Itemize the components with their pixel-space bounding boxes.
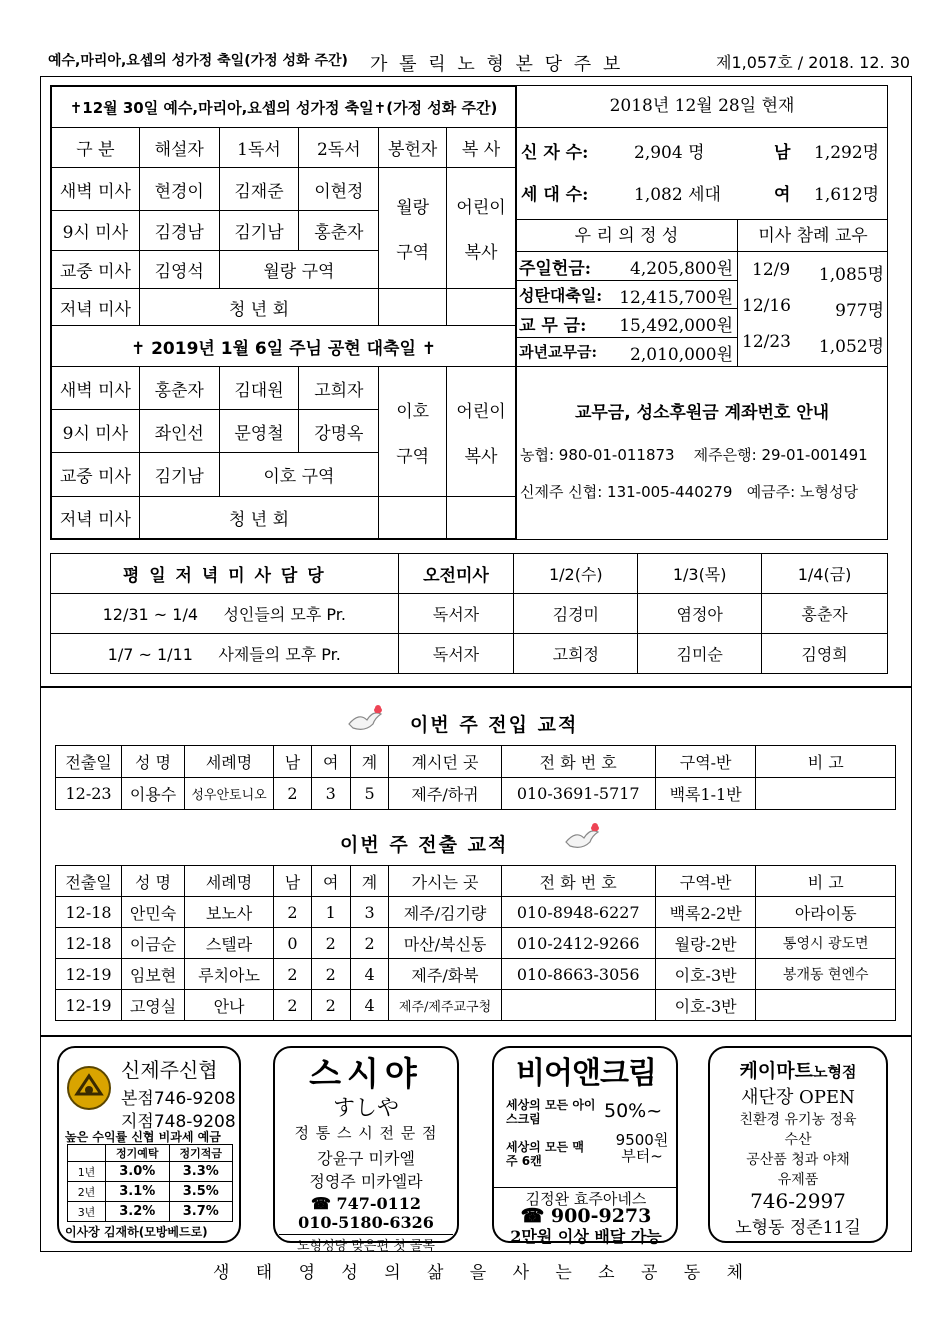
table-row [56, 778, 896, 810]
offering-value: 12,415,700원 [619, 288, 733, 308]
col-header: 전출일 [56, 746, 122, 778]
group: 청 년 회 [139, 289, 378, 326]
table-cell: 010-3691-5717 [501, 778, 655, 810]
offering-label: 교 무 금: [519, 316, 587, 336]
moveout-title: 이번 주 전출 교적 [340, 834, 509, 856]
col-header: 계시던 곳 [389, 746, 501, 778]
attendance-box [738, 220, 888, 367]
col-header: 전출일 [56, 866, 122, 897]
rate-term: 1년 [68, 1162, 106, 1182]
table-cell: 2 [274, 897, 312, 928]
commentator: 김기남 [139, 453, 219, 497]
col-header: 전 화 번 호 [501, 746, 655, 778]
rate: 3.0% [106, 1162, 170, 1182]
table-cell: 12-19 [56, 990, 122, 1021]
table-cell: 5 [350, 778, 389, 810]
table-cell: 2 [274, 778, 312, 810]
stats-date: 2018년 12월 28일 현재 [516, 86, 888, 128]
table-row [56, 990, 896, 1021]
footer-char: 는 [555, 1263, 572, 1283]
table-cell: 2 [350, 928, 389, 959]
offerings-title: 우 리 의 정 성 [516, 220, 737, 252]
footer-char: 삶 [426, 1263, 444, 1283]
credit-union-main: 본점746-9208 [121, 1089, 236, 1109]
col-header: 구역-반 [655, 866, 756, 897]
table-cell: 이용수 [122, 778, 185, 810]
footer-char: 소 [598, 1263, 615, 1283]
account-title: 교무금, 성소후원금 계좌번호 안내 [574, 403, 830, 423]
commentator: 김영석 [139, 251, 219, 289]
table-cell: 12-18 [56, 928, 122, 959]
offertory [379, 367, 447, 497]
col-header: 구 분 [52, 128, 140, 168]
commentator: 홍춘자 [139, 367, 219, 410]
issue-number: 제1,057호 / 2018. 12. 30 [716, 53, 911, 72]
movein-header-row [56, 746, 896, 778]
table-cell: 3 [350, 897, 389, 928]
table-row [56, 959, 896, 990]
attendance-row [738, 328, 888, 366]
rate: 3.5% [169, 1182, 233, 1202]
reader-label: 독서자 [398, 634, 514, 674]
reader1: 김재준 [219, 168, 299, 211]
offertory-line: 이호 [396, 401, 430, 422]
offering-row [516, 252, 737, 280]
male-label: 남 [774, 143, 791, 163]
col-header: 세례명 [184, 866, 273, 897]
table-cell: 2 [274, 990, 312, 1021]
ad-sushi [273, 1046, 459, 1254]
table-cell: 보노사 [184, 897, 273, 928]
reader-name: 김미순 [638, 634, 762, 674]
weekday-row [51, 634, 399, 674]
footer-motto [213, 1258, 743, 1283]
reader-name: 고희정 [514, 634, 638, 674]
sushi-name: 스시야 [309, 1054, 423, 1093]
col-header: 구역-반 [655, 746, 756, 778]
kmart-open: 새단장 OPEN [741, 1087, 855, 1108]
households-count: 1,082 세대 [634, 185, 721, 205]
attendance-row [738, 290, 888, 328]
table-row [56, 897, 896, 928]
intent: 성인들의 모후 Pr. [223, 605, 346, 624]
table-row [56, 928, 896, 959]
table-cell: 010-8948-6227 [501, 897, 655, 928]
table-cell [756, 990, 896, 1021]
table-cell: 1 [311, 897, 350, 928]
group: 청 년 회 [139, 497, 378, 539]
table-cell: 통영시 광도면 [756, 928, 896, 959]
footer-char: 사 [512, 1263, 530, 1283]
mass-schedule-table [51, 86, 516, 539]
table-cell: 12-23 [56, 778, 122, 810]
mass-name: 새벽 미사 [52, 367, 140, 410]
morning-title: 오전미사 [398, 554, 514, 594]
mass-name: 교중 미사 [52, 251, 140, 289]
table-cell: 아라이동 [756, 897, 896, 928]
table-cell: 2 [311, 959, 350, 990]
col-header: 비 고 [756, 866, 896, 897]
reader-name: 염정아 [638, 594, 762, 634]
period: 12/31 ~ 1/4 [102, 605, 199, 624]
offering-label: 주일헌금: [519, 259, 591, 279]
schedule1-title: ✝12월 30일 예수,마리아,요셉의 성가정 축일✝(가정 성화 주간) [52, 87, 516, 128]
rate-col: 정기예탁 [106, 1145, 170, 1162]
dove-icon [562, 822, 602, 852]
day-header: 1/3(목) [638, 554, 762, 594]
table-cell: 제주/김기량 [389, 897, 501, 928]
col-header: 성 명 [122, 866, 185, 897]
sushi-mobile: 010-5180-6326 [298, 1213, 434, 1232]
credit-union-ceo: 이사장 김재하(모방베드로) [65, 1225, 208, 1239]
reader1: 문영철 [219, 410, 299, 453]
schedule-section [50, 85, 888, 540]
attendance-count: 977명 [835, 301, 884, 321]
credit-union-name: 신제주신협 [121, 1058, 218, 1082]
footer-char: 태 [255, 1263, 273, 1283]
altar-line: 복사 [464, 446, 498, 467]
attendance-count: 1,052명 [818, 337, 884, 357]
col-header: 1독서 [219, 128, 299, 168]
moveout-header-row [56, 866, 896, 897]
rate-table [67, 1144, 233, 1222]
offering-row [516, 280, 737, 308]
attendance-date: 12/16 [742, 296, 791, 316]
day-header: 1/4(금) [762, 554, 888, 594]
movein-table [55, 745, 896, 810]
attendance-title: 미사 참례 교우 [738, 220, 888, 252]
offertory [379, 168, 447, 289]
mass-name: 새벽 미사 [52, 168, 140, 211]
table-cell: 이금순 [122, 928, 185, 959]
table-cell: 이호-3반 [655, 990, 756, 1021]
beer-item1: 세상의 모든 아이스크림 [506, 1098, 596, 1126]
col-header: 여 [311, 866, 350, 897]
kmart-line: 친환경 유기농 정육 [739, 1112, 857, 1128]
district: 월랑 구역 [219, 251, 379, 289]
believers-count: 2,904 명 [634, 143, 705, 163]
reader2: 강명옥 [299, 410, 379, 453]
weekday-table [50, 553, 888, 674]
mass-name: 저녁 미사 [52, 289, 140, 326]
col-header: 계 [350, 866, 389, 897]
attendance-row [738, 252, 888, 290]
col-header: 비 고 [756, 746, 896, 778]
kmart-name: 케이마트 [739, 1060, 813, 1082]
reader1: 김기남 [219, 211, 299, 251]
altar-line: 복사 [464, 243, 498, 263]
rate-term: 2년 [68, 1182, 106, 1202]
footer-char: 의 [384, 1263, 401, 1283]
mass-name: 저녁 미사 [52, 497, 140, 539]
kmart-phone: 746-2997 [750, 1189, 846, 1213]
table-cell: 2 [274, 959, 312, 990]
mass-name: 9시 미사 [52, 410, 140, 453]
col-header: 전 화 번 호 [501, 866, 655, 897]
credit-union-tagline: 높은 수익률 신협 비과세 예금 [65, 1130, 221, 1144]
sushi-location: 노형성당 맞은편 첫 골목 [279, 1234, 453, 1254]
col-header: 계 [350, 746, 389, 778]
believers-label: 신 자 수: [521, 143, 589, 163]
table-cell: 백록1-1반 [655, 778, 756, 810]
col-header: 남 [274, 866, 312, 897]
table-cell: 백록2-2반 [655, 897, 756, 928]
households-label: 세 대 수: [521, 185, 589, 205]
table-cell: 4 [350, 959, 389, 990]
table-cell [501, 990, 655, 1021]
rate-term: 3년 [68, 1202, 106, 1222]
altar-line: 어린이 [456, 401, 506, 422]
account-line: 신제주 신협: 131-005-440279 예금주: 노형성당 [520, 483, 858, 501]
table-cell: 안민숙 [122, 897, 185, 928]
reader2: 고희자 [299, 367, 379, 410]
beer-item2-price: 9500원 부터~ [615, 1131, 669, 1165]
rate-col: 정기적금 [169, 1145, 233, 1162]
kmart-line: 수산 [784, 1132, 812, 1148]
feast-title: 예수,마리아,요셉의 성가정 축일(가정 성화 주간) [48, 53, 348, 69]
table-cell: 4 [350, 990, 389, 1021]
kmart-branch: 노형점 [812, 1063, 857, 1081]
footer-char: 공 [640, 1263, 658, 1283]
beer-item2: 세상의 모든 맥 주 6캔 [506, 1140, 584, 1168]
commentator: 현경이 [139, 168, 219, 211]
dove-icon [345, 704, 385, 734]
table-cell: 3 [311, 778, 350, 810]
account-info [516, 368, 888, 538]
beer-owner: 김정완 효주아네스 [494, 1187, 678, 1209]
table-cell: 12-18 [56, 897, 122, 928]
mass-name: 9시 미사 [52, 211, 140, 251]
commentator: 좌인선 [139, 410, 219, 453]
attendance-date: 12/23 [742, 332, 791, 352]
credit-union-logo-icon [65, 1064, 113, 1112]
commentator: 김경남 [139, 211, 219, 251]
reader2: 이현정 [299, 168, 379, 211]
reader-name: 김경미 [514, 594, 638, 634]
col-header: 여 [311, 746, 350, 778]
reader1: 김대원 [219, 367, 299, 410]
col-header: 세례명 [184, 746, 273, 778]
bulletin-header [40, 46, 910, 74]
beer-name: 비어앤크림 [516, 1056, 656, 1091]
table-cell: 고영실 [122, 990, 185, 1021]
offering-row [516, 308, 737, 337]
table-cell: 12-19 [56, 959, 122, 990]
rate: 3.2% [106, 1202, 170, 1222]
sushi-jp: すしや [332, 1096, 399, 1121]
col-header: 가시는 곳 [389, 866, 501, 897]
table-cell: 0 [274, 928, 312, 959]
beer-phone: ☎ 900-9273 [520, 1205, 652, 1227]
footer-char: 성 [341, 1263, 358, 1283]
offering-value: 2,010,000원 [630, 345, 733, 365]
movein-title: 이번 주 전입 교적 [410, 714, 579, 736]
table-cell: 2 [311, 928, 350, 959]
period: 1/7 ~ 1/11 [107, 645, 193, 664]
offering-row [516, 337, 737, 365]
parish-stats [516, 128, 888, 214]
sushi-owner: 강윤구 미카엘 [317, 1149, 415, 1168]
sushi-phone: ☎ 747-0112 [310, 1194, 422, 1213]
footer-char: 을 [469, 1263, 487, 1283]
table-cell [756, 778, 896, 810]
reader-name: 김영희 [762, 634, 888, 674]
table-cell: 봉개동 현엔수 [756, 959, 896, 990]
col-header: 2독서 [299, 128, 379, 168]
table-cell: 제주/제주교구청 [389, 990, 501, 1021]
table-cell: 마산/북신동 [389, 928, 501, 959]
altar-line: 어린이 [456, 198, 506, 218]
attendance-date: 12/9 [752, 260, 791, 280]
table-cell: 스텔라 [184, 928, 273, 959]
footer-char: 영 [298, 1263, 316, 1283]
col-header: 성 명 [122, 746, 185, 778]
altar-server [447, 367, 516, 497]
offering-value: 15,492,000원 [619, 316, 733, 336]
intent: 사제들의 모후 Pr. [218, 645, 341, 664]
female-label: 여 [774, 185, 791, 205]
col-header: 복 사 [447, 128, 516, 168]
offertory-line: 구역 [396, 446, 430, 467]
male-count: 1,292명 [814, 143, 880, 163]
col-header: 해설자 [139, 128, 219, 168]
table-cell: 월랑-2반 [655, 928, 756, 959]
rate: 3.1% [106, 1182, 170, 1202]
account-line: 농협: 980-01-011873 제주은행: 29-01-001491 [520, 446, 868, 464]
footer-char: 체 [726, 1263, 743, 1283]
table-cell: 안나 [184, 990, 273, 1021]
mass-name: 교중 미사 [52, 453, 140, 497]
credit-union-branch: 지점748-9208 [121, 1112, 236, 1132]
kmart-address: 노형동 정존11길 [735, 1218, 861, 1238]
altar-server [447, 168, 516, 289]
table-cell: 루치아노 [184, 959, 273, 990]
table-cell: 010-8663-3056 [501, 959, 655, 990]
bulletin-title: 가 톨 릭 노 형 본 당 주 보 [370, 54, 624, 75]
moveout-table [55, 865, 896, 1021]
col-header: 남 [274, 746, 312, 778]
ad-kmart [708, 1046, 888, 1243]
district: 이호 구역 [219, 453, 379, 497]
table-cell: 제주/하귀 [389, 778, 501, 810]
table-cell: 제주/화북 [389, 959, 501, 990]
reader-label: 독서자 [398, 594, 514, 634]
day-header: 1/2(수) [514, 554, 638, 594]
weekday-row [51, 594, 399, 634]
kmart-line: 공산품 청과 야채 [746, 1152, 850, 1168]
beer-delivery: 2만원 이상 배달 가능 [510, 1227, 662, 1246]
schedule2-title: ✝ 2019년 1월 6일 주님 공현 대축일 ✝ [52, 326, 516, 367]
sushi-desc: 정 통 스 시 전 문 점 [294, 1124, 438, 1142]
rate: 3.7% [169, 1202, 233, 1222]
offertory-line: 월랑 [396, 198, 430, 218]
table-cell: 010-2412-9266 [501, 928, 655, 959]
col-header: 봉헌자 [379, 128, 447, 168]
weekday-title: 평 일 저 녁 미 사 담 당 [51, 554, 399, 594]
footer-char: 동 [683, 1263, 701, 1283]
sushi-owner: 정영주 미카엘라 [309, 1172, 423, 1191]
offering-label: 성탄대축일: [519, 286, 603, 305]
table-cell: 임보현 [122, 959, 185, 990]
offering-value: 4,205,800원 [630, 259, 733, 279]
offertory-line: 구역 [396, 243, 430, 263]
ad-beer-cream [492, 1046, 678, 1246]
offering-label: 과년교무금: [519, 343, 597, 361]
kmart-line: 유제품 [777, 1172, 819, 1188]
table-cell: 2 [311, 990, 350, 1021]
table-cell: 이호-3반 [655, 959, 756, 990]
reader2: 홍춘자 [299, 211, 379, 251]
female-count: 1,612명 [814, 185, 880, 205]
ad-credit-union [57, 1046, 241, 1243]
table-cell: 성우안토니오 [184, 778, 273, 810]
rate: 3.3% [169, 1162, 233, 1182]
attendance-count: 1,085명 [818, 265, 884, 285]
beer-item1-price: 50%~ [604, 1100, 663, 1122]
footer-char: 생 [213, 1263, 230, 1283]
offerings-box [516, 219, 888, 367]
reader-name: 홍춘자 [762, 594, 888, 634]
